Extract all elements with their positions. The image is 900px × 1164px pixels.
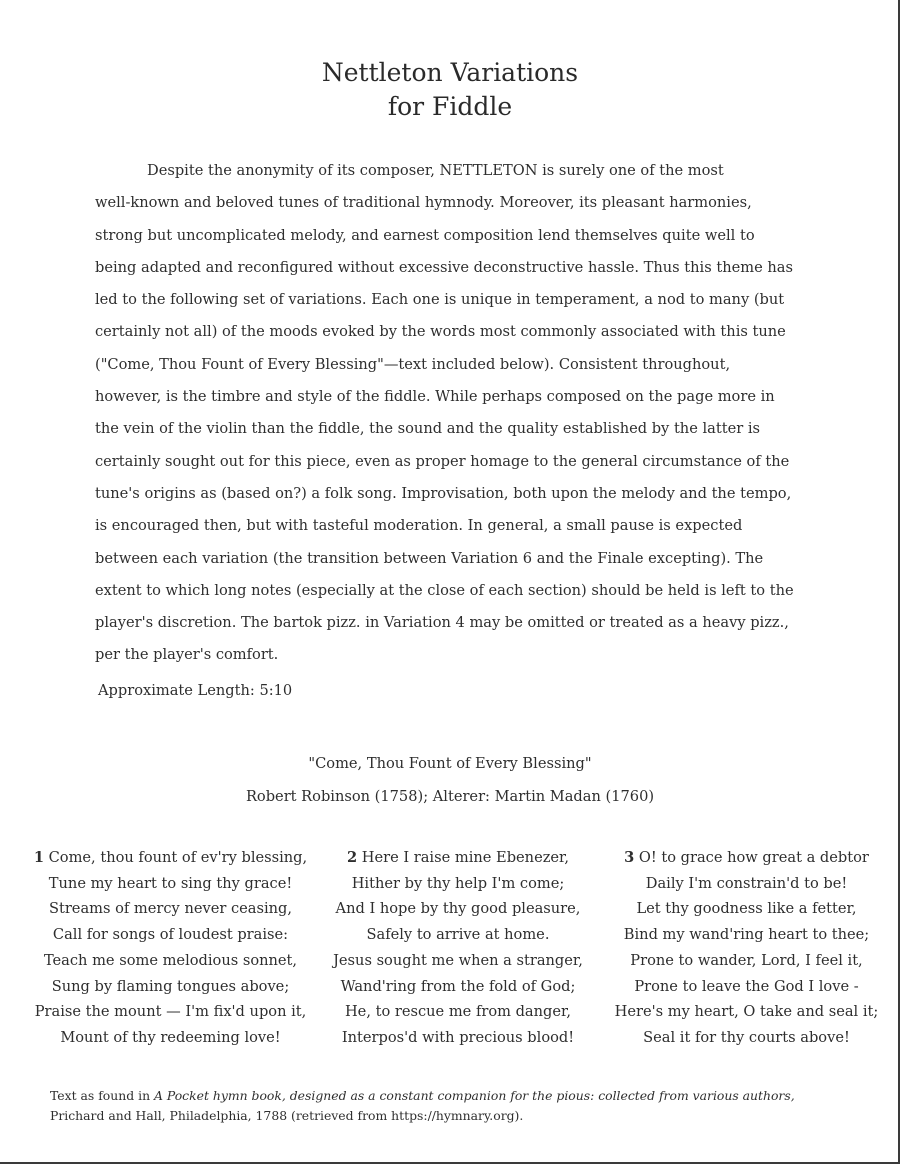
source-citation-line-1: [50, 1086, 870, 1106]
verse-line-text: Come, thou fount of ev'ry blessing,: [48, 849, 308, 866]
hymn-verse-3: [604, 845, 889, 1051]
verse-line: Tune my heart to sing thy grace!: [48, 874, 293, 892]
verse-line: Bind my wand'ring heart to thee;: [623, 926, 870, 944]
intro-line: extent to which long notes (especially at the close of each section) should be held is left to the: [95, 581, 794, 599]
verse-number: 3: [624, 849, 635, 866]
verse-line: Call for songs of loudest praise:: [52, 926, 289, 944]
intro-line: the vein of the violin than the fiddle, the sound and the quality established by the latter is: [95, 420, 760, 438]
intro-line: is encouraged then, but with tasteful moderation. In general, a small pause is expected: [95, 517, 743, 535]
intro-line: ("Come, Thou Fount of Every Blessing"—text included below). Consistent throughout,: [95, 355, 731, 373]
verse-line-text: O! to grace how great a debtor: [638, 849, 869, 866]
verse-line: Praise the mount — I'm fix'd upon it,: [34, 1003, 307, 1021]
verse-line: Prone to leave the God I love -: [634, 977, 859, 995]
verse-line: Prone to wander, Lord, I feel it,: [630, 951, 863, 969]
verse-line-text: Here I raise mine Ebenezer,: [361, 849, 570, 866]
intro-line: strong but uncomplicated melody, and earnest composition lend themselves quite well to: [95, 226, 755, 244]
verse-line: Wand'ring from the fold of God;: [340, 977, 576, 995]
verse-line: Daily I'm constrain'd to be!: [645, 874, 848, 892]
page-title-line-2: for Fiddle: [387, 92, 513, 121]
intro-line: Despite the anonymity of its composer, NETTLETON is surely one of the most: [147, 162, 724, 179]
verse-line: Hither by thy help I'm come;: [351, 874, 565, 892]
verse-line: Interpos'd with precious blood!: [341, 1028, 575, 1046]
verse-number: 1: [33, 849, 44, 866]
intro-line: between each variation (the transition between Variation 6 and the Finale excepting). The: [95, 549, 764, 567]
verse-line: And I hope by thy good pleasure,: [335, 900, 581, 918]
hymn-verse-1: [28, 845, 313, 1051]
verse-line: Safely to arrive at home.: [366, 926, 550, 944]
source-book-title: A Pocket hymn book, designed as a constant companion for the pious: collected from various authors,: [153, 1088, 795, 1103]
verse-line: Streams of mercy never ceasing,: [48, 900, 293, 918]
intro-line: player's discretion. The bartok pizz. in Variation 4 may be omitted or treated as a heavy pizz.,: [95, 614, 789, 632]
source-prefix: Text as found in: [50, 1088, 154, 1103]
verse-first-line: [28, 845, 313, 871]
verse-line: Sung by flaming tongues above;: [51, 977, 290, 995]
verse-line: Jesus sought me when a stranger,: [333, 951, 583, 969]
hymn-credit: Robert Robinson (1758); Alterer: Martin Madan (1760): [245, 788, 655, 805]
verse-line: Here's my heart, O take and seal it;: [614, 1003, 879, 1021]
page-title: [0, 56, 900, 124]
page-title-line-1: Nettleton Variations: [321, 58, 579, 87]
verse-first-line: [318, 845, 598, 871]
verse-line: Mount of thy redeeming love!: [60, 1028, 281, 1046]
intro-paragraph: [95, 155, 815, 672]
intro-line: tune's origins as (based on?) a folk song. Improvisation, both upon the melody and the tempo,: [95, 484, 792, 502]
source-citation-line-2: Prichard and Hall, Philadelphia, 1788 (retrieved from https://hymnary.org).: [50, 1108, 524, 1123]
verse-line: Let thy goodness like a fetter,: [636, 900, 857, 918]
hymn-verse-2: [318, 845, 598, 1051]
verse-line: He, to rescue me from danger,: [344, 1003, 572, 1021]
intro-line: per the player's comfort.: [95, 646, 279, 664]
intro-line: however, is the timbre and style of the fiddle. While perhaps composed on the page more in: [95, 388, 775, 406]
intro-line: certainly not all) of the moods evoked by the words most commonly associated with this tune: [95, 323, 786, 341]
verse-line: Teach me some melodious sonnet,: [43, 951, 298, 969]
verse-line: Seal it for thy courts above!: [643, 1028, 850, 1046]
approximate-length: Approximate Length: 5:10: [98, 682, 293, 699]
intro-line: certainly sought out for this piece, even as proper homage to the general circumstance of the: [95, 452, 790, 470]
intro-line: being adapted and reconfigured without excessive deconstructive hassle. Thus this theme has: [95, 258, 793, 276]
verse-first-line: [604, 845, 889, 871]
intro-line: led to the following set of variations. Each one is unique in temperament, a nod to many (but: [95, 291, 785, 309]
hymn-title: "Come, Thou Fount of Every Blessing": [308, 755, 592, 772]
intro-line: well-known and beloved tunes of traditional hymnody. Moreover, its pleasant harmonies,: [95, 194, 752, 212]
source-citation: [50, 1086, 870, 1126]
verse-number: 2: [346, 849, 358, 866]
